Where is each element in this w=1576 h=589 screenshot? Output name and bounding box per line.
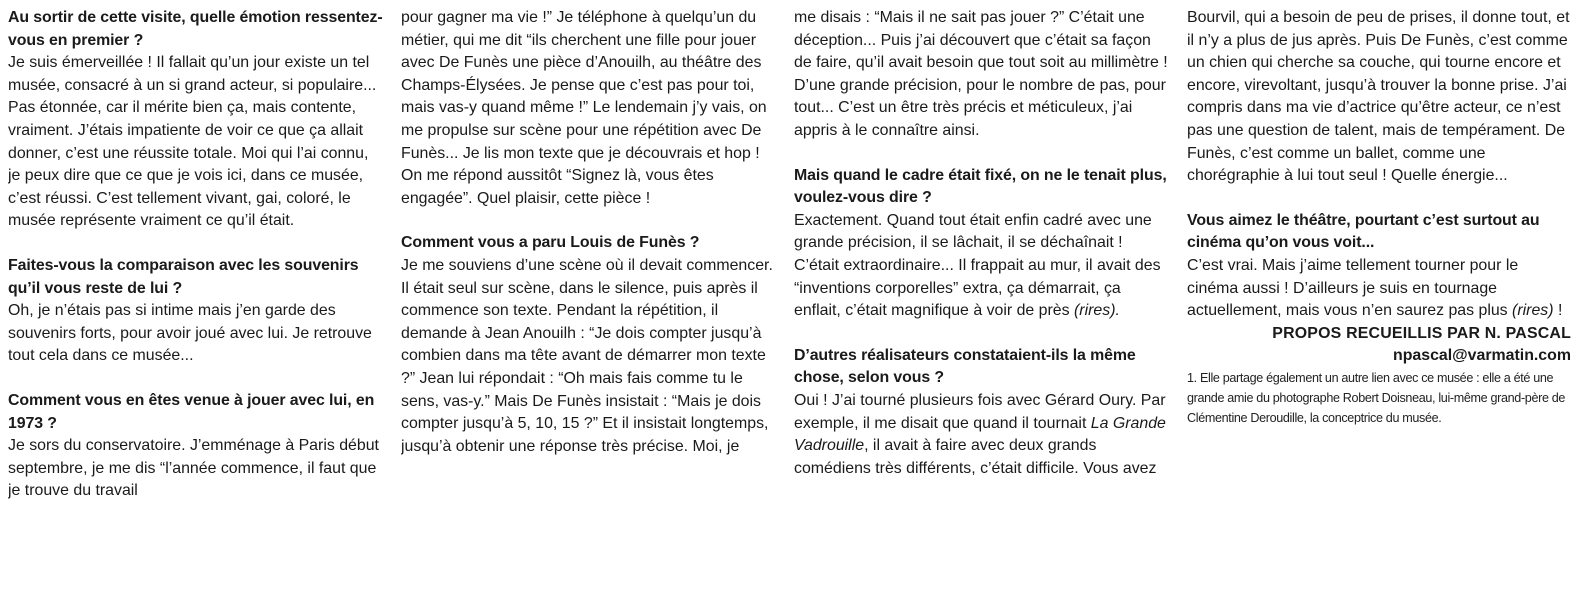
- answer-6-pre: Oui ! J’ai tourné plusieurs fois avec Gérard Oury. Par exemple, il me disait que quand il tournait: [794, 391, 1166, 432]
- question-4: Comment vous a paru Louis de Funès ?: [401, 234, 700, 252]
- answer-4: Je me souviens d’une scène où il devait commencer. Il était seul sur scène, dans le silence, puis après il commence son texte. Pendant la répétition, il demande à Jean Anouilh : “Je dois compter jusqu’à combien dans ma tête avant de démarrer mon texte ?” Jean lui répondait : “Oh mais fais comme tu le sens, vas-y.” Mais De Funès insistait : “Mais je dois compter jusqu’à 5, 10, 15 ?” Et il insistait longtemps, jusqu’à obtenir une réponse très précise. Moi, je: [401, 256, 773, 455]
- question-5: Mais quand le cadre était fixé, on ne le tenait plus, voulez-vous dire ?: [794, 166, 1167, 207]
- author-email: npascal@varmatin.com: [1392, 347, 1571, 365]
- film-title: La Grande Vadrouille: [794, 414, 1166, 455]
- answer-7-text: C’est vrai. Mais j’aime tellement tourner pour le cinéma aussi ! D’ailleurs je suis en tournage actuellement, mais vous n’en saurez pas plus: [1187, 256, 1519, 320]
- author-signature: PROPOS RECUEILLIS PAR N. PASCAL: [1272, 324, 1571, 342]
- answer-5-laughs: (rires).: [1074, 302, 1120, 320]
- column-1: [8, 7, 384, 589]
- answer-6-continued: Bourvil, qui a besoin de peu de prises, il donne tout, et il n’y a plus de jus après. Puis De Funès, c’est comme un chien qui cherche sa couche, qui tourne encore et encore, virevoltant, jusqu’à trouver la bonne prise. J’ai compris dans ma vie d’actrice qu’être acteur, ce n’est pas une question de talent, mais de tempérament. De Funès, c’est comme un ballet, comme une chorégraphie à lui tout seul ! Quelle énergie...: [1187, 9, 1570, 185]
- answer-5: [794, 210, 1170, 323]
- answer-4-continued: me disais : “Mais il ne sait pas jouer ?” C’était une déception... Puis j’ai découvert que c’était sa façon de faire, qu’il avait besoin que tout soit au millimètre ! D’une grande précision, pour le nombre de pas, pour tout... C’est un être très précis et méticuleux, j’ai appris à le connaître ainsi.: [794, 9, 1168, 139]
- question-3: Comment vous en êtes venue à jouer avec lui, en 1973 ?: [8, 391, 375, 432]
- column-3: [794, 7, 1170, 589]
- answer-3-continued: pour gagner ma vie !” Je téléphone à quelqu’un du métier, qui me dit “ils cherchent une fille pour jouer avec De Funès une pièce d’Anouilh, au théâtre des Champs-Élysées. Je pense que c’est pas pour toi, mais vas-y quand même !” Le lendemain j’y vais, on me propulse sur scène pour une répétition avec De Funès... Je lis mon texte que je découvrais et hop ! On me répond aussitôt “Signez là, vous êtes engagée”. Quel plaisir, cette pièce !: [401, 9, 767, 207]
- question-7: Vous aimez le théâtre, pourtant c’est surtout au cinéma qu’on vous voit...: [1187, 211, 1540, 252]
- question-1: Au sortir de cette visite, quelle émotion ressentez-vous en premier ?: [8, 9, 383, 49]
- answer-2: Oh, je n’étais pas si intime mais j’en garde des souvenirs forts, pour avoir joué avec lui. Je retrouve tout cela dans ce musée...: [8, 302, 372, 365]
- column-2: [401, 7, 777, 589]
- column-4: [1187, 7, 1571, 589]
- answer-7-laughs: (rires): [1512, 302, 1554, 320]
- answer-6-post: , il avait à faire avec deux grands comédiens très différents, c’était difficile. Vous avez: [794, 437, 1157, 477]
- answer-7: [1187, 255, 1571, 323]
- answer-6: [794, 390, 1170, 480]
- question-2: Faites-vous la comparaison avec les souvenirs qu’il vous reste de lui ?: [8, 256, 359, 297]
- answer-7-end: !: [1553, 302, 1563, 320]
- answer-3: Je sors du conservatoire. J’emménage à Paris début septembre, je me dis “l’année commence, il faut que je trouve du travail: [8, 437, 379, 500]
- answer-5-text: Exactement. Quand tout était enfin cadré avec une grande précision, il se lâchait, il se déchaînait ! C’était extraordinaire... Il frappait au mur, il avait des “inventions corporelles” extra, ça démarrait, ça enflait, c’était magnifique à voir de près: [794, 211, 1161, 320]
- question-6: D’autres réalisateurs constataient-ils la même chose, selon vous ?: [794, 346, 1136, 387]
- answer-1: Je suis émerveillée ! Il fallait qu’un jour existe un tel musée, consacré à un si grand acteur, si populaire... Pas étonnée, car il mérite bien ça, mais contente, vraiment. J’étais impatiente de voir ce que ça allait donner, c’est une réussite totale. Moi qui l’ai connu, je peux dire que ce que je vois ici, dans ce musée, c’est réussi. C’est tellement vivant, gai, coloré, le musée représente vraiment ce qu’il était.: [8, 54, 377, 230]
- footnote: 1. Elle partage également un autre lien avec ce musée : elle a été une grande amie du photographe Robert Doisneau, lui-même grand-père de Clémentine Deroudille, la conceptrice du musée.: [1187, 370, 1566, 425]
